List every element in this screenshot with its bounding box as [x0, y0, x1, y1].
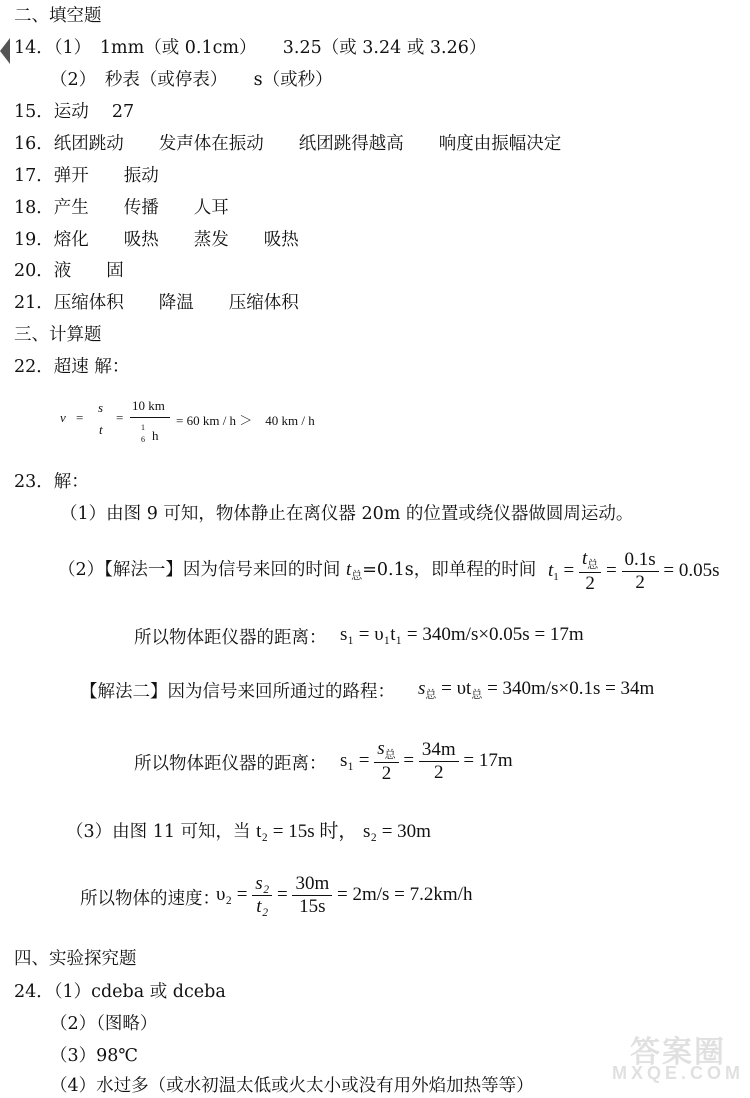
fraction-numerator-subscript: 总	[384, 749, 396, 761]
t1-subscript: 1	[553, 570, 559, 583]
path-formula-mid: = υt	[441, 678, 472, 699]
fraction-s2-over-t2	[252, 873, 272, 918]
equals-sign: =	[277, 883, 288, 905]
s-total-subscript: 总	[425, 689, 437, 701]
method-1-mid: =0.1s，即单程的时间	[362, 560, 537, 580]
method-1-label: （2）【解法一】因为信号来回的时间	[58, 560, 341, 580]
fraction-t-total-over-2	[579, 548, 601, 595]
t1-symbol: t	[548, 559, 554, 581]
fraction-numerator: 0.1s	[622, 549, 659, 572]
part-3-time: t₂ = 15s 时，	[256, 821, 358, 842]
answer-16: 16．纸团跳动 发声体在振动 纸团跳得越高 响度由振幅决定	[14, 134, 562, 154]
equals-sign: =	[403, 749, 415, 771]
answer-21: 21．压缩体积 降温 压缩体积	[14, 293, 299, 313]
formula-22-s: s	[98, 400, 104, 415]
page-edge-mark	[0, 38, 10, 64]
answer-24-part-3: （3）98℃	[50, 1046, 138, 1066]
fraction-numerator: s	[377, 738, 385, 759]
t-total-subscript: 总	[351, 569, 363, 582]
equals-sign: =	[606, 559, 617, 581]
formula-22-den-small-n: 1	[141, 423, 145, 432]
watermark-line-2: MXQE.COM	[611, 1063, 744, 1083]
fraction-denominator: t₂	[256, 896, 269, 917]
section-heading-fill-blank: 二、填空题	[14, 6, 102, 26]
fraction-denominator: 2	[381, 763, 392, 784]
fraction-0.1s-over-2	[622, 549, 659, 594]
watermark-logo	[611, 1036, 744, 1083]
answer-24-part-4: （4）水过多（或水初温太低或火太小或没有用外焰加热等等）	[50, 1076, 534, 1096]
part-3-distance: s₂ = 30m	[362, 821, 431, 842]
formula-22-t: t	[99, 422, 103, 437]
answer-23-part-1: （1）由图 9 可知，物体静止在离仪器 20m 的位置或绕仪器做圆周运动。	[60, 504, 634, 524]
formula-22-den-unit: h	[152, 428, 159, 443]
part-3-text: （3）由图 11 可知，当	[66, 822, 251, 842]
fraction-numerator: 34m	[419, 739, 459, 762]
t-total-symbol: t	[345, 559, 352, 580]
answer-23-method-1-text	[58, 558, 536, 588]
answer-24-part-1: 24．（1）cdeba 或 dceba	[14, 982, 226, 1002]
formula-22-eq2: =	[116, 410, 124, 425]
answer-14-part-2: （2） 秒表（或停表） s（或秒）	[50, 70, 333, 90]
fraction-numerator: t	[582, 548, 588, 569]
section-heading-experiment: 四、实验探究题	[14, 949, 137, 969]
formula-22-den-small-d: 6	[141, 435, 145, 444]
answer-22-heading: 22．超速 解：	[14, 357, 130, 377]
fraction-denominator: 2	[635, 572, 645, 593]
answer-15: 15．运动 27	[14, 102, 135, 122]
fraction-denominator: 2	[585, 573, 595, 594]
answer-14-part-1: 14．（1） 1mm（或 0.1cm） 3.25（或 3.24 或 3.26）	[14, 38, 487, 58]
distance-formula-1: s₁ = υ₁t₁ = 340m/s×0.05s = 17m	[340, 624, 584, 645]
formula-22-v: v	[60, 410, 66, 425]
speed-result: = 2m/s = 7.2km/h	[337, 883, 473, 905]
equals-sign: =	[563, 559, 575, 581]
fraction-denominator: 15s	[299, 896, 326, 917]
distance-text-2: 所以物体距仪器的距离：	[134, 754, 327, 774]
formula-22-eq1: =	[76, 410, 84, 425]
fraction-30m-over-15s	[292, 873, 332, 918]
answer-19: 19．熔化 吸热 蒸发 吸热	[14, 230, 299, 250]
fraction-numerator: s₂	[252, 873, 272, 896]
method-2-text: 【解法二】因为信号来回所通过的路程：	[80, 682, 395, 702]
answer-17: 17．弹开 振动	[14, 166, 159, 186]
formula-single-trip-time	[548, 548, 720, 595]
speed-lhs: υ₂ =	[216, 883, 248, 905]
t-total-subscript-2: 总	[471, 689, 483, 701]
answer-23-heading: 23．解：	[14, 472, 89, 492]
fraction-34m-over-2	[419, 739, 459, 784]
s-total-symbol: s	[418, 678, 426, 699]
formula-22-fraction-bar	[130, 417, 170, 418]
watermark-line-1: 答案圈	[629, 1036, 726, 1069]
section-heading-calculation: 三、计算题	[14, 325, 102, 345]
speed-text: 所以物体的速度：	[80, 889, 220, 909]
distance-formula-2	[340, 738, 513, 785]
s1-lhs: s₁ =	[340, 749, 370, 771]
distance-text-1: 所以物体距仪器的距离：	[134, 628, 327, 648]
path-formula	[418, 678, 654, 702]
single-trip-result: = 0.05s	[663, 559, 720, 581]
formula-22-result: = 60 km / h ＞ 40 km / h	[176, 413, 315, 428]
answer-20: 20．液 固	[14, 261, 124, 281]
fraction-numerator: 30m	[292, 873, 332, 896]
path-formula-result: = 340m/s×0.1s = 34m	[487, 678, 655, 699]
fraction-numerator-subscript: 总	[587, 559, 599, 571]
answer-23-part-3	[66, 820, 431, 844]
answer-24-part-2: （2）（图略）	[50, 1014, 158, 1034]
fraction-s-total-over-2	[374, 738, 398, 785]
distance-result-2: = 17m	[463, 749, 513, 771]
formula-22-numerator: 10 km	[132, 398, 165, 413]
speed-formula	[216, 873, 472, 918]
fraction-denominator: 2	[434, 762, 444, 783]
answer-18: 18．产生 传播 人耳	[14, 198, 229, 218]
